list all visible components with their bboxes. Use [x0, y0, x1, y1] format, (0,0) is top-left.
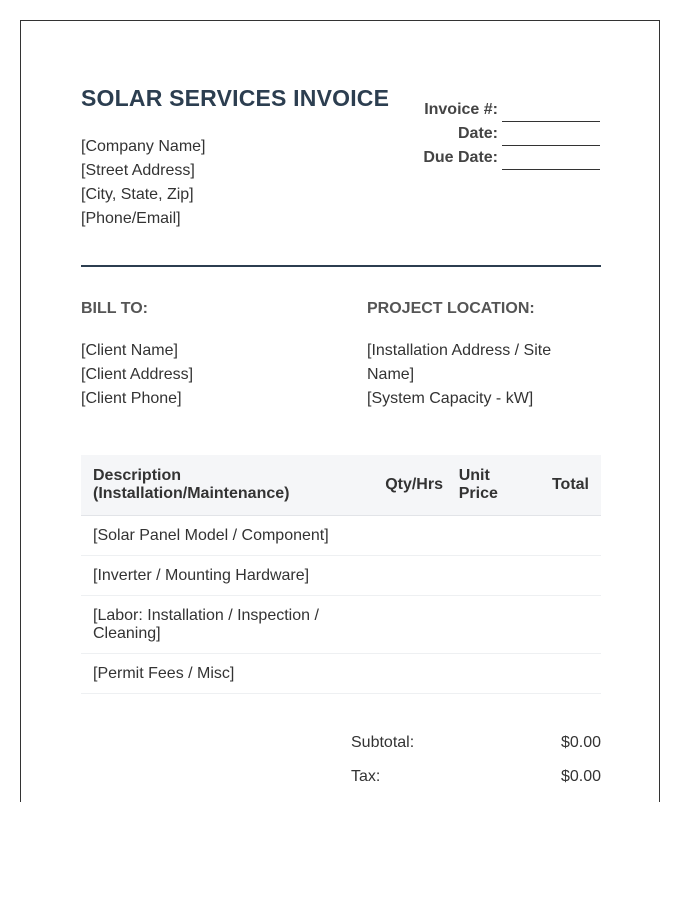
tax-row	[351, 768, 601, 786]
tax-value: $0.00	[560, 768, 601, 785]
invoice-document	[20, 20, 660, 802]
qty-header: Qty/Hrs	[375, 455, 452, 516]
subtotal-row	[351, 734, 601, 752]
line-item-total[interactable]	[532, 654, 601, 694]
invoice-number-label: Invoice #:	[424, 101, 498, 118]
project-location-heading: PROJECT LOCATION:	[367, 300, 535, 317]
line-item-description: [Permit Fees / Misc]	[81, 654, 375, 694]
total-header: Total	[532, 455, 601, 516]
date-field[interactable]	[502, 126, 600, 146]
table-row	[81, 654, 601, 694]
date-row	[423, 122, 600, 146]
line-item-qty[interactable]	[375, 516, 452, 556]
invoice-number-field[interactable]	[502, 102, 600, 122]
invoice-title: SOLAR SERVICES INVOICE	[81, 85, 390, 111]
unit-price-header: Unit Price	[453, 455, 532, 516]
installation-address: [Installation Address / Site Name]	[367, 342, 552, 383]
table-row	[81, 556, 601, 596]
company-name: [Company Name]	[81, 138, 206, 155]
date-label: Date:	[457, 125, 498, 142]
table-row	[81, 596, 601, 654]
due-date-field[interactable]	[502, 150, 600, 170]
subtotal-value: $0.00	[560, 734, 601, 751]
client-name: [Client Name]	[81, 342, 178, 359]
line-item-total[interactable]	[532, 516, 601, 556]
client-phone: [Client Phone]	[81, 390, 182, 407]
table-row	[81, 516, 601, 556]
due-date-row	[423, 146, 600, 170]
company-info	[81, 135, 206, 231]
project-location-details	[367, 339, 597, 411]
line-item-unit-price[interactable]	[453, 556, 532, 596]
client-address: [Client Address]	[81, 366, 194, 383]
company-contact: [Phone/Email]	[81, 210, 181, 227]
line-item-total[interactable]	[532, 556, 601, 596]
company-street: [Street Address]	[81, 162, 195, 179]
invoice-meta	[423, 98, 600, 170]
invoice-number-row	[423, 98, 600, 122]
line-item-description: [Inverter / Mounting Hardware]	[81, 556, 375, 596]
subtotal-label: Subtotal:	[351, 734, 415, 751]
tax-label: Tax:	[351, 768, 381, 785]
system-capacity: [System Capacity - kW]	[367, 390, 534, 407]
line-item-qty[interactable]	[375, 556, 452, 596]
line-item-unit-price[interactable]	[453, 596, 532, 654]
bill-to-details	[81, 339, 331, 411]
header-divider	[81, 265, 601, 267]
line-item-description: [Labor: Installation / Inspection / Cleaning]	[81, 596, 375, 654]
bill-to-heading: BILL TO:	[81, 300, 148, 317]
line-item-unit-price[interactable]	[453, 516, 532, 556]
description-header: Description (Installation/Maintenance)	[81, 455, 375, 516]
line-item-qty[interactable]	[375, 654, 452, 694]
line-item-total[interactable]	[532, 596, 601, 654]
company-city: [City, State, Zip]	[81, 186, 194, 203]
line-item-unit-price[interactable]	[453, 654, 532, 694]
line-item-description: [Solar Panel Model / Component]	[81, 516, 375, 556]
table-header-row	[81, 455, 601, 516]
line-items-table	[81, 455, 601, 694]
line-item-qty[interactable]	[375, 596, 452, 654]
due-date-label: Due Date:	[423, 149, 498, 166]
